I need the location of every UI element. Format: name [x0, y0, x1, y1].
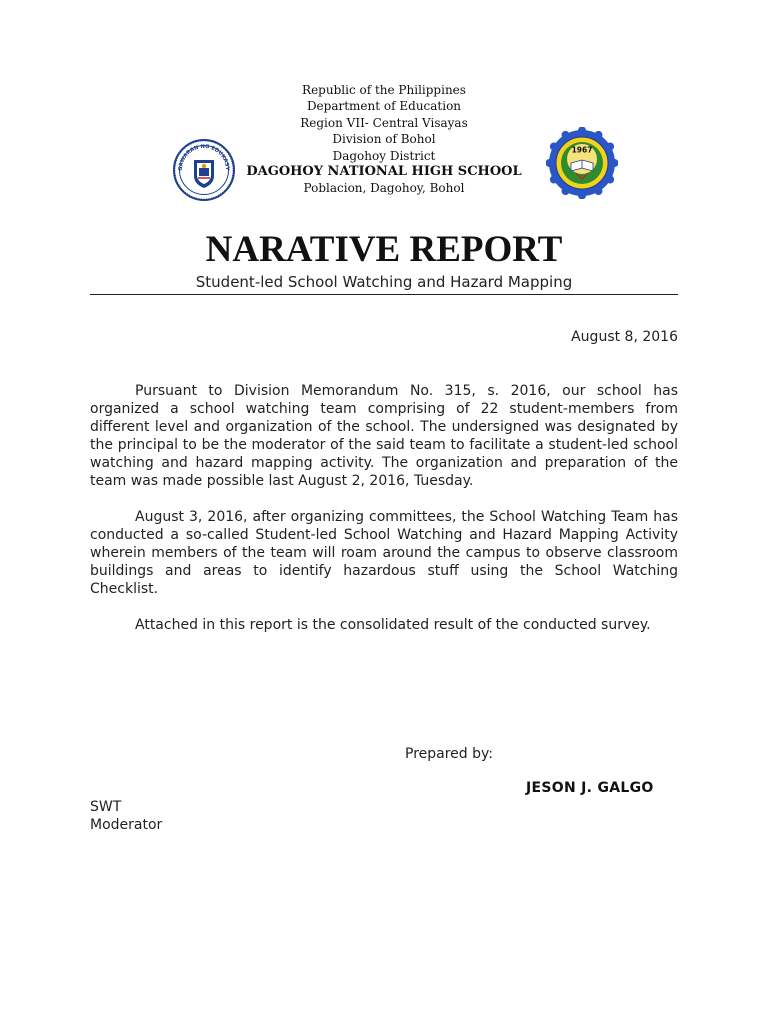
- signatory-position-part1: SWT: [90, 799, 122, 815]
- document-subtitle: Student-led School Watching and Hazard Mapping: [195, 273, 573, 291]
- letterhead-line: Division of Bohol: [332, 132, 436, 147]
- school-seal-year: 1967: [571, 145, 593, 155]
- body-paragraph: August 3, 2016, after organizing committees, the School Watching Team has conducted a so-called Student-led School Watching and Hazard Mapping Activity wherein members of the team will roam around the campus to observe classroom buildings and areas to identify hazardous stuff using the School Watching Checklist.: [90, 509, 678, 597]
- letterhead-line: Region VII- Central Visayas: [300, 115, 468, 130]
- prepared-by-label: Prepared by:: [405, 746, 493, 762]
- school-name: DAGOHOY NATIONAL HIGH SCHOOL: [246, 164, 522, 180]
- deped-seal-text: GAWARAN NG EDUKASY: [177, 143, 231, 171]
- school-address: Poblacion, Dagohoy, Bohol: [303, 181, 465, 196]
- letterhead: [0, 82, 768, 197]
- letterhead-line: Republic of the Philippines: [302, 83, 466, 97]
- report-body: [90, 382, 678, 652]
- document-date: August 8, 2016: [571, 329, 678, 345]
- body-paragraph: Attached in this report is the consolidated result of the conducted survey.: [135, 617, 651, 633]
- letterhead-line: Department of Education: [306, 99, 462, 114]
- title-divider: [90, 294, 678, 295]
- signatory-position: [90, 798, 678, 834]
- document-title: NARATIVE REPORT: [205, 229, 563, 270]
- letterhead-line: Dagohoy District: [332, 148, 436, 163]
- body-paragraph: Pursuant to Division Memorandum No. 315, s. 2016, our school has organized a school watching team comprising of 22 student-members from different level and organization of the school. The undersigned was designated by the principal to be the moderator of the said team to facilitate a student-led school watching and hazard mapping activity. The organization and preparation of the team was made possible last August 2, 2016, Tuesday.: [90, 383, 678, 489]
- signatory-name: JESON J. GALGO: [526, 780, 654, 796]
- signatory-position-part2: Moderator: [90, 817, 163, 833]
